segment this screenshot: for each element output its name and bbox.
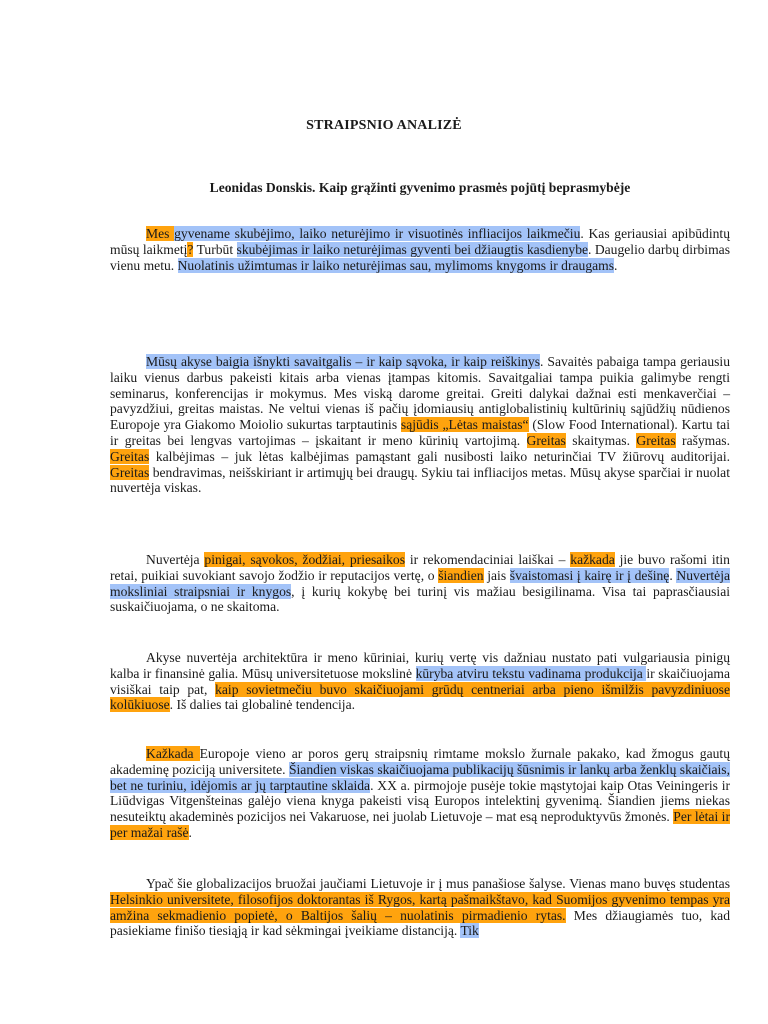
paragraph-1 [110, 226, 730, 273]
text-segment: , į kurių kokybę bei turinį vis mažiau besigilinama. Visa tai paprasčiausiai suskaičiuojama, o ne skaitoma. [110, 583, 730, 615]
text-segment: bendravimas, neišskiriant ir artimųjų bei draugų. Sykiu tai infliacijos metas. Mūsų akyse sparčiai ir nuolat nuvertėja viskas. [110, 464, 730, 496]
paragraph-6 [110, 876, 730, 939]
text-segment: Europoje vieno ar poros gerų straipsnių rimtame mokslo žurnale pakako, kad žmogus gautų akademinę poziciją universitete. [110, 746, 730, 777]
text-segment: Turbūt [193, 241, 237, 257]
text-segment: kalbėjimas – juk lėtas kalbėjimas pamąstant gali nusibosti laiko neturinčiai TV žiūrovų auditorijai. [149, 448, 730, 464]
highlighted-text: ? [187, 241, 194, 257]
paragraph-4 [110, 650, 730, 713]
highlighted-text: Mes [146, 226, 175, 241]
text-segment: jie buvo rašomi itin retai, puikiai suvokiant savojo žodžio ir reputacijos vertę, o [110, 552, 730, 583]
paragraph-3 [110, 552, 730, 615]
text-segment: . [188, 824, 192, 840]
text-segment: . [614, 257, 618, 273]
highlighted-text: Greitas [110, 464, 150, 480]
text-segment: Nuvertėja [146, 552, 205, 567]
highlighted-text: kažkada [570, 552, 615, 567]
text-segment: Ypač šie globalizacijos bruožai jaučiami Lietuvoje ir į mus panašiose šalyse. Vienas mano buvęs studentas [146, 876, 730, 891]
highlighted-text: šiandien [438, 567, 484, 583]
paragraph-2 [110, 354, 730, 496]
highlighted-text: Mūsų akyse baigia išnykti savaitgalis – ir kaip sąvoka, ir kaip reiškinys [146, 354, 540, 369]
highlighted-text: sąjūdis „Lėtas maistas“ [400, 417, 529, 433]
document-subtitle: Leonidas Donskis. Kaip grąžinti gyvenimo prasmės pojūtį beprasmybėje [209, 180, 631, 195]
text-segment: rašymas. [675, 432, 730, 448]
highlighted-text: švaistomasi į kairę ir į dešinę [509, 567, 670, 583]
text-segment: ir skaičiuojama visiškai taip pat, [110, 665, 730, 697]
text-segment: . XX a. pirmojoje pusėje tokie mąstytojai kaip Otas Veiningeris ir Liūdvigas Vitgenšteinas galėjo viena knyga pakeisti visą Europos intelektinį gyvenimą. Šiandien jiems niekas nesuteiktų akademinės pozicijos nei Vakaruose, nei juolab Lietuvoje – mat esą neproduktyvūs žmonės. [110, 777, 730, 825]
text-segment: . Iš dalies tai globalinė tendencija. [169, 697, 356, 713]
highlighted-text: skubėjimas ir laiko neturėjimas gyventi bei džiaugtis kasdienybe [236, 241, 589, 257]
text-segment: . Savaitės pabaiga tampa geriausiu laiku vienus darbus pakeisti kitais arba vienas įtampas kitomis. Savaitgaliai tampa puikia galimybe rengti seminarus, konferencijas ir mokymus. Mes viską darome greitai. Greiti dalykai dažnai esti menkaverčiai – pavyzdžiui, greitas maistas. Ne veltui vienas iš pačių įdomiausių antiglobalistinių kultūrinių sąjūdžių nūdienos Europoje yra Giakomo Moiolio sukurtas tarptautinis [110, 354, 730, 433]
highlighted-text: Šiandien viskas skaičiuojama publikacijų šūsnimis ir lankų arba ženklų skaičiais, bet ne turiniu, idėjomis ar jų tarptautine sklaida [110, 761, 730, 793]
text-segment: Mes džiaugiamės tuo, kad pasiekiame finišo tiesiąją ir kad sėkmingai įveikiame distanciją. [110, 907, 731, 939]
highlighted-text: Greitas [526, 432, 566, 448]
paragraph-5 [110, 746, 730, 841]
text-segment: Akyse nuvertėja architektūra ir meno kūriniai, kurių vertę vis dažniau nustato pati vulgariausia pinigų kalba ir finansinė galia. Mūsų universitetuose mokslinė [110, 650, 730, 681]
highlighted-text: gyvename skubėjimo, laiko neturėjimo ir visuotinės infliacijos laikmečiu [174, 226, 581, 241]
highlighted-text: kaip sovietmečiu buvo skaičiuojami grūdų centneriai arba pieno išmilžis pavyzdiniuose kolūkiuose [110, 681, 730, 713]
text-segment: . Kas geriausiai apibūdintų mūsų laikmetį [110, 226, 730, 257]
highlighted-text: Nuolatinis užimtumas ir laiko neturėjimas sau, mylimoms knygoms ir draugams [177, 257, 615, 273]
highlighted-text: Kažkada [146, 746, 200, 761]
highlighted-text: Nuvertėja moksliniai straipsniai ir knygos [110, 567, 731, 599]
highlighted-text: Greitas [636, 432, 676, 448]
text-segment: . [669, 567, 677, 583]
highlighted-text: pinigai, sąvokos, žodžiai, priesaikos [204, 552, 405, 567]
highlighted-text: Helsinkio universitete, filosofijos doktorantas iš Rygos, kartą pašmaikštavo, kad Suomijos gyvenimo tempas yra amžina sekmadienio popietė, o Baltijos šalių – nuolatinis pirmadienio rytas. [110, 891, 730, 923]
highlighted-text: Tik [460, 923, 479, 939]
text-segment: . Daugelio darbų dirbimas vienu metu. [110, 241, 730, 273]
highlighted-text: Per lėtai ir per mažai rašė [110, 809, 730, 840]
highlighted-text: Greitas [110, 448, 150, 464]
highlighted-text: kūryba atviru tekstu vadinama produkcija [415, 665, 647, 681]
text-segment: (Slow Food International). Kartu tai ir greitas bei lengvas vartojimas – įskaitant ir meno kūrinių vartojimą. [110, 417, 730, 448]
document-title: STRAIPSNIO ANALIZĖ [306, 118, 462, 133]
text-segment: ir rekomendaciniai laiškai – [405, 552, 571, 567]
text-segment: skaitymas. [565, 432, 637, 448]
text-segment: jais [483, 567, 510, 583]
